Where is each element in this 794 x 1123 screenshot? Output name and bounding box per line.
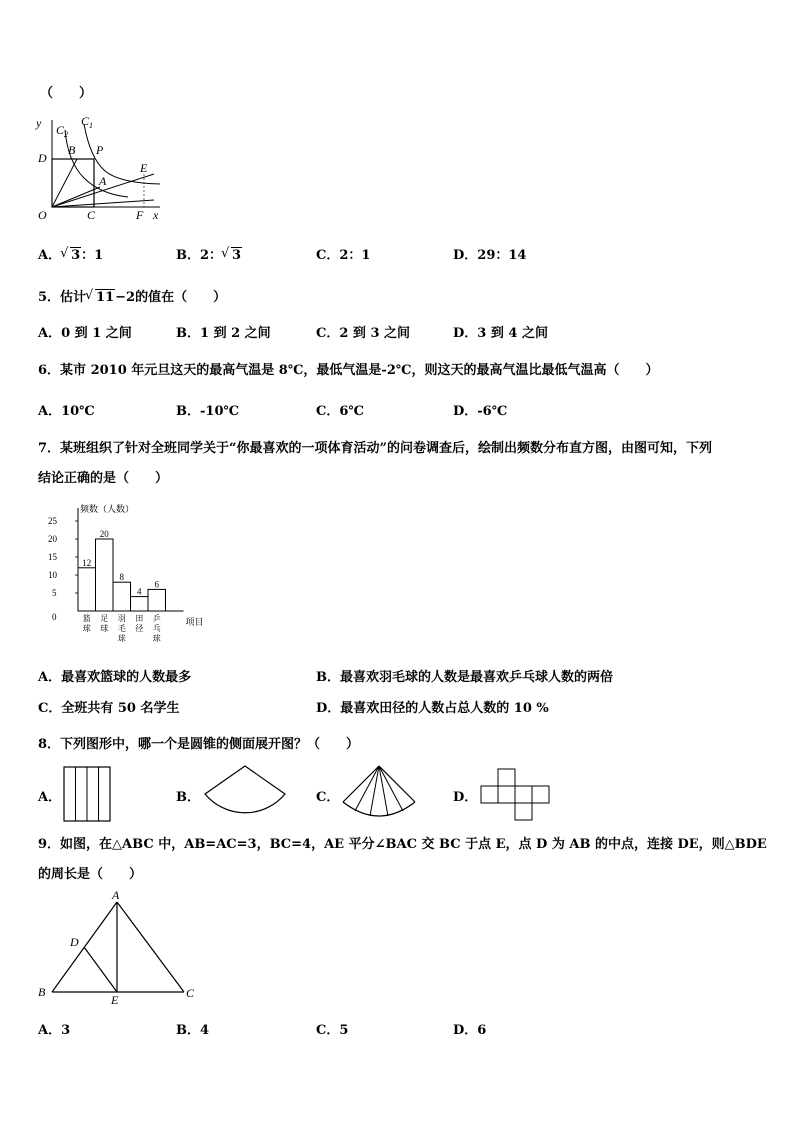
bar-value-label: 6 bbox=[154, 579, 159, 590]
category-label-char: 径 bbox=[135, 624, 144, 633]
label-o: O bbox=[38, 208, 47, 222]
q8-option-b-figure[interactable] bbox=[200, 764, 290, 822]
q9-question-line1: 9．如图，在△ABC 中，AB=AC=3，BC=4，AE 平分∠BAC 交 BC 于点 E，点 D 为 AB 的中点，连接 DE，则△BDE bbox=[38, 837, 767, 852]
label-d: D bbox=[38, 151, 47, 165]
q9-question-line2: 的周长是（ ） bbox=[38, 867, 143, 882]
y-tick-label: 5 bbox=[52, 588, 57, 598]
chart-x-label: 项目 bbox=[185, 617, 204, 627]
y-tick-label: 20 bbox=[48, 534, 57, 544]
label-d: D bbox=[70, 935, 79, 949]
y-tick-label: 15 bbox=[48, 552, 57, 562]
q7-option-d[interactable]: D．最喜欢田径的人数占总人数的 10 % bbox=[316, 701, 549, 716]
q8-option-b-label[interactable]: B． bbox=[176, 790, 200, 805]
bar-value-label: 4 bbox=[137, 586, 142, 597]
category-label-char: 毛 bbox=[117, 624, 126, 633]
q7-option-a[interactable]: A．最喜欢篮球的人数最多 bbox=[38, 670, 192, 685]
q6-option-d[interactable]: D．-6℃ bbox=[453, 404, 508, 419]
q5-question: 5．估计√ 11−2的值在（ ） bbox=[38, 286, 226, 305]
q9-option-c[interactable]: C．5 bbox=[316, 1023, 349, 1038]
label-a: A bbox=[99, 174, 107, 188]
q7-histogram bbox=[40, 500, 215, 660]
category-label-char: 田 bbox=[135, 614, 144, 623]
label-c: C bbox=[186, 986, 195, 1000]
label-b: B bbox=[38, 985, 46, 999]
q8-question: 8．下列图形中，哪一个是圆锥的侧面展开图？（ ） bbox=[38, 737, 360, 752]
q6-question: 6．某市 2010 年元旦这天的最高气温是 8℃，最低气温是-2℃，则这天的最高气温比最低气温高（ ） bbox=[38, 363, 659, 378]
q8-option-c-label[interactable]: C． bbox=[316, 790, 340, 805]
chart-y-label: 频数（人数） bbox=[80, 504, 135, 514]
q8-option-d-label[interactable]: D． bbox=[453, 790, 478, 805]
q9-option-b[interactable]: B．4 bbox=[176, 1023, 210, 1038]
category-label-char: 篮 bbox=[82, 614, 91, 623]
q4-option-a[interactable]: A．√ 3：1 bbox=[38, 244, 103, 263]
bar-value-label: 8 bbox=[119, 572, 124, 583]
q8-option-a-figure[interactable] bbox=[63, 766, 111, 822]
q4-option-d[interactable]: D．29：14 bbox=[453, 248, 527, 263]
q4-option-c[interactable]: C．2：1 bbox=[316, 248, 371, 263]
label-f: F bbox=[136, 208, 144, 222]
category-label-char: 球 bbox=[82, 624, 91, 633]
bar-3 bbox=[131, 597, 149, 611]
bar-4 bbox=[148, 589, 166, 611]
label-x: x bbox=[153, 208, 159, 222]
category-label-char: 球 bbox=[100, 624, 109, 633]
q7-option-c[interactable]: C．全班共有 50 名学生 bbox=[38, 701, 180, 716]
q8-option-c-figure[interactable] bbox=[339, 764, 419, 822]
q8-option-d-figure[interactable] bbox=[480, 768, 552, 822]
q6-option-a[interactable]: A．10℃ bbox=[38, 404, 95, 419]
q5-option-b[interactable]: B．1 到 2 之间 bbox=[176, 326, 271, 341]
bar-0 bbox=[78, 568, 96, 611]
category-label-char: 球 bbox=[152, 634, 161, 643]
q7-question-line2: 结论正确的是（ ） bbox=[38, 471, 169, 486]
bar-1 bbox=[96, 539, 114, 611]
q5-option-c[interactable]: C．2 到 3 之间 bbox=[316, 326, 411, 341]
segment-de bbox=[84, 947, 117, 992]
label-c2-sub: 2 bbox=[64, 130, 68, 139]
q7-option-b[interactable]: B．最喜欢羽毛球的人数是最喜欢乒乓球人数的两倍 bbox=[316, 670, 614, 685]
label-e: E bbox=[140, 161, 148, 175]
q9-figure bbox=[34, 888, 204, 1008]
label-c1: C bbox=[81, 114, 90, 128]
side-ac bbox=[117, 902, 184, 992]
q6-option-b[interactable]: B．-10℃ bbox=[176, 404, 240, 419]
y-tick-label: 10 bbox=[48, 570, 57, 580]
q4-figure bbox=[32, 112, 167, 224]
bar-2 bbox=[113, 582, 131, 611]
category-label-char: 羽 bbox=[117, 614, 126, 623]
q6-option-c[interactable]: C．6℃ bbox=[316, 404, 364, 419]
bar-value-label: 12 bbox=[82, 557, 92, 568]
label-c: C bbox=[87, 208, 96, 222]
category-label-char: 乓 bbox=[152, 624, 161, 633]
label-e: E bbox=[111, 993, 119, 1007]
q5-option-d[interactable]: D．3 到 4 之间 bbox=[453, 326, 548, 341]
q9-option-a[interactable]: A．3 bbox=[38, 1023, 71, 1038]
label-y: y bbox=[36, 116, 42, 130]
bar-value-label: 20 bbox=[99, 529, 109, 539]
q4-answer-paren: （ ） bbox=[40, 86, 93, 101]
label-p: P bbox=[96, 143, 104, 157]
category-label-char: 乒 bbox=[152, 614, 161, 623]
y-tick-label: 25 bbox=[48, 516, 57, 526]
q9-option-d[interactable]: D．6 bbox=[453, 1023, 487, 1038]
q7-question-line1: 7．某班组织了针对全班同学关于“你最喜欢的一项体育活动”的问卷调查后，绘制出频数分布直方图，由图可知，下列 bbox=[38, 441, 713, 456]
q4-option-b[interactable]: B．2：√ 3 bbox=[176, 244, 242, 263]
label-c2: C bbox=[56, 123, 65, 137]
category-label-char: 球 bbox=[117, 634, 126, 643]
label-a: A bbox=[112, 888, 120, 902]
q8-option-a-label[interactable]: A． bbox=[38, 790, 62, 805]
y-tick-label: 0 bbox=[52, 612, 57, 622]
label-c1-sub: 1 bbox=[89, 121, 93, 130]
label-b: B bbox=[68, 143, 76, 157]
category-label-char: 足 bbox=[100, 614, 109, 623]
q5-option-a[interactable]: A．0 到 1 之间 bbox=[38, 326, 132, 341]
